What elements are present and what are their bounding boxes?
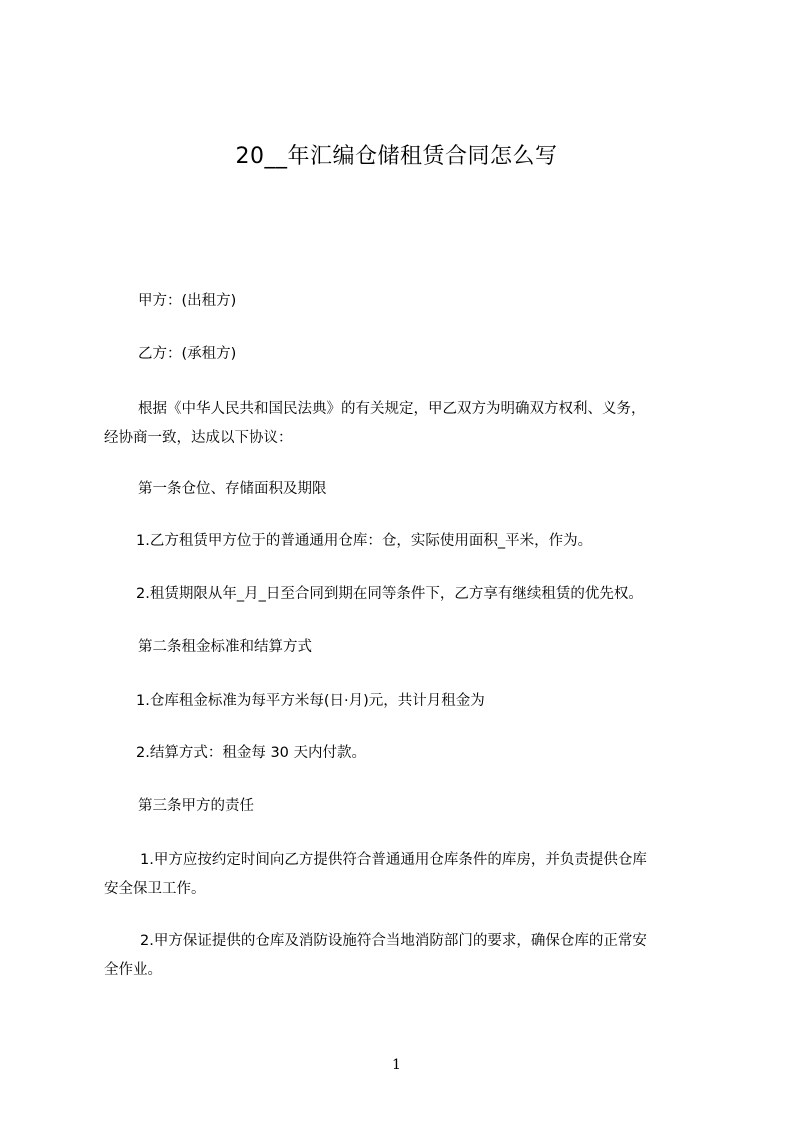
- intro-continuation-line: 经协商一致，达成以下协议：: [104, 430, 293, 446]
- article2-heading: 第二条租金标准和结算方式: [138, 639, 312, 655]
- intro-first-line: 根据《中华人民共和国民法典》的有关规定，甲乙双方为明确双方权利、义务，: [138, 401, 646, 417]
- party-b-line: 乙方：(承租方): [138, 346, 237, 362]
- party-a-line: 甲方：(出租方): [138, 293, 237, 309]
- article3-item1-continuation-line: 安全保卫工作。: [104, 881, 206, 897]
- article3-item2-paragraph: [104, 927, 704, 985]
- article1-item2: 2.租赁期限从年_月_日至合同到期在同等条件下，乙方享有继续租赁的优先权。: [136, 586, 643, 602]
- article3-heading: 第三条甲方的责任: [138, 798, 254, 814]
- article1-heading: 第一条仓位、存储面积及期限: [138, 481, 327, 497]
- document-title: 20__年汇编仓储租赁合同怎么写: [235, 144, 558, 169]
- article3-item2-first-line: 2.甲方保证提供的仓库及消防设施符合当地消防部门的要求，确保仓库的正常安: [140, 933, 647, 949]
- article2-item1: 1.仓库租金标准为每平方米每(日·月)元，共计月租金为: [136, 693, 485, 709]
- article2-item2: 2.结算方式：租金每 30 天内付款。: [136, 745, 367, 761]
- article1-item1: 1.乙方租赁甲方位于的普通通用仓库：仓，实际使用面积_平米，作为。: [136, 533, 593, 549]
- page-number: 1: [392, 1057, 401, 1073]
- article3-item1-first-line: 1.甲方应按约定时间向乙方提供符合普通通用仓库条件的库房，并负责提供仓库: [140, 852, 647, 868]
- intro-paragraph: [104, 395, 704, 453]
- article3-item1-paragraph: [104, 846, 704, 904]
- article3-item2-continuation-line: 全作业。: [104, 962, 162, 978]
